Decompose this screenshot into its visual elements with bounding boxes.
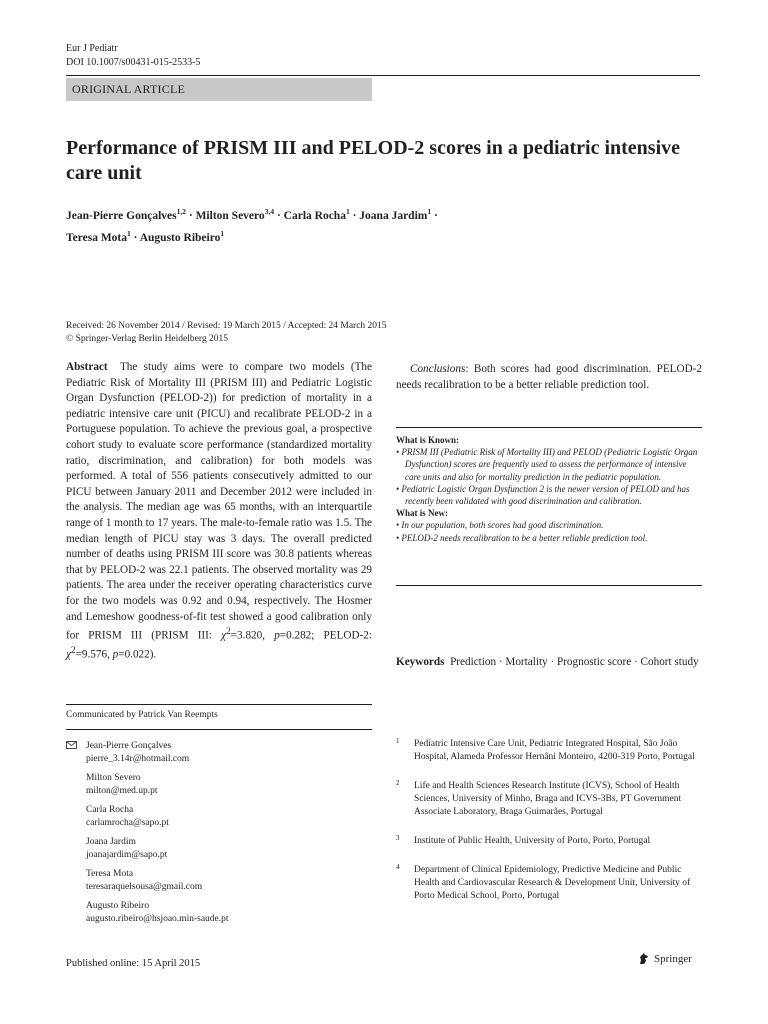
contact-email[interactable]: augusto.ribeiro@hsjoao.min-saude.pt	[86, 914, 229, 924]
article-type-label: ORIGINAL ARTICLE	[72, 82, 186, 96]
author-separator: ·	[133, 231, 138, 244]
new-item: • PELOD-2 needs recalibration to be a better reliable prediction tool.	[396, 532, 648, 543]
author-name[interactable]: Teresa Mota	[66, 231, 128, 244]
p-symbol: p	[274, 629, 280, 642]
author-list	[66, 203, 706, 247]
journal-header	[66, 42, 200, 70]
abstract-label: Abstract	[66, 361, 108, 373]
box-top-rule	[396, 427, 702, 428]
chi-symbol: χ	[221, 629, 227, 642]
contact-email[interactable]: pierre_3.14r@hotmail.com	[86, 754, 190, 764]
contact-entry	[66, 868, 372, 894]
contact-email[interactable]: carlamrocha@sapo.pt	[86, 818, 169, 828]
author-name[interactable]: Jean-Pierre Gonçalves	[66, 209, 177, 222]
abstract-conclusions	[396, 362, 702, 393]
corresponding-contacts	[66, 740, 372, 932]
author-affiliation-ref: 1	[345, 207, 350, 216]
contact-entry	[66, 740, 372, 766]
author-affiliation-ref: 1	[127, 228, 131, 238]
what-is-new-heading: What is New:	[396, 508, 448, 519]
author-name[interactable]: Milton Severo	[195, 209, 265, 222]
contact-name: Joana Jardim	[86, 837, 136, 847]
affiliation-number: 2	[396, 779, 400, 787]
known-item: • PRISM III (Pediatric Risk of Mortality III) and PELOD (Pediatric Logistic Organ Dysfunction) scores are frequently used to assess the performance of intensive care units and also for mortality prediction in the pediatric population.	[396, 447, 698, 482]
author-name[interactable]: Augusto Ribeiro	[139, 231, 221, 244]
affiliation-entry	[396, 864, 706, 903]
abstract-body: The study aims were to compare two models (The Pediatric Risk of Mortality III (PRISM III) and Pediatric Logistic Organ Dysfunction (PELOD-2)) for prediction of mortality in a pediatric intensive care unit (PICU) and recalibrate PELOD-2 in a Portuguese population. To achieve the previous goal, a prospective cohort study to evaluate score performance (standardized mortality ratio, discrimination, and calibration) for both models was performed. A total of 556 patients consecutively admitted to our PICU between January 2011 and December 2012 were included in the analysis. The median age was 65 months, with an interquartile range of 1 month to 17 years. The male-to-female ratio was 1.5. The median length of PICU stay was 3 days. The overall predicted number of deaths using PRISM III score was 30.8 patients whereas that by PELOD-2 was 22.1 patients. The observed mortality was 29 patients. The area under the receiver operating characteristics curve for the two models was 0.92 and 0.94, respectively. The Hosmer and Lemeshow goodness-of-fit test showed a good calibration only for PRISM III (PRISM III:	[66, 361, 372, 642]
publisher-name: Springer	[654, 953, 692, 965]
affiliation-entry	[396, 738, 706, 764]
published-date: Published online: 15 April 2015	[66, 958, 201, 969]
affiliation-number: 1	[396, 737, 400, 745]
chi-exponent: 2	[226, 627, 231, 638]
contact-name: Teresa Mota	[86, 869, 134, 879]
contact-entry	[66, 804, 372, 830]
abstract-text	[66, 360, 372, 664]
author-affiliation-ref: 1	[427, 207, 432, 216]
abstract-stat: =9.576,	[75, 649, 113, 662]
contact-email[interactable]: teresaraquelsousa@gmail.com	[86, 882, 203, 892]
communicated-bottom-rule	[66, 729, 372, 730]
conclusions-text: : Both scores had good discrimination. PELOD-2 needs recalibration to be a better reliable prediction tool.	[396, 363, 702, 391]
author-affiliation-ref: 3,4	[264, 207, 275, 216]
affiliation-entry	[396, 780, 706, 819]
contact-name: Jean-Pierre Gonçalves	[86, 741, 172, 751]
springer-horse-icon	[637, 952, 651, 966]
contact-name: Augusto Ribeiro	[86, 901, 150, 911]
abstract-stat: =0.282; PELOD-2:	[279, 629, 372, 642]
header-rule	[66, 75, 700, 76]
keywords-list: Prediction · Mortality · Prognostic score · Cohort study	[450, 656, 699, 668]
envelope-icon	[66, 741, 77, 749]
author-affiliation-ref: 1	[220, 228, 225, 238]
doi[interactable]: DOI 10.1007/s00431-015-2533-5	[66, 57, 201, 68]
contact-name: Carla Rocha	[86, 805, 134, 815]
what-is-known-box	[396, 434, 702, 544]
chi-symbol: χ	[66, 649, 71, 662]
history-dates: Received: 26 November 2014 / Revised: 19 March 2015 / Accepted: 24 March 2015	[66, 321, 387, 331]
author-separator: ·	[352, 209, 357, 222]
contact-email[interactable]: milton@med.up.pt	[86, 786, 158, 796]
author-affiliation-ref: 1,2	[176, 207, 186, 216]
known-item: • Pediatric Logistic Organ Dysfunction 2 is the newer version of PELOD and has recently been validated with good discrimination and calibration.	[396, 483, 690, 507]
box-bottom-rule	[396, 585, 702, 586]
article-dates	[66, 320, 387, 346]
author-separator: ·	[188, 209, 193, 222]
communicated-by: Communicated by Patrick Van Reempts	[66, 710, 218, 720]
contact-entry	[66, 836, 372, 862]
article-title: Performance of PRISM III and PELOD-2 scores in a pediatric intensive care unit	[66, 137, 681, 184]
new-item: • In our population, both scores had good discrimination.	[396, 520, 604, 531]
communicated-top-rule	[66, 704, 372, 705]
affiliation-entry	[396, 835, 706, 848]
keywords-label: Keywords	[396, 656, 445, 668]
chi-exponent: 2	[70, 646, 76, 657]
abstract-stat: =0.022).	[118, 649, 157, 662]
author-separator: ·	[276, 209, 281, 222]
keywords	[396, 654, 702, 670]
p-symbol: p	[112, 649, 119, 662]
copyright-line: © Springer-Verlag Berlin Heidelberg 2015	[66, 334, 228, 344]
contact-entry	[66, 772, 372, 798]
contact-entry	[66, 900, 372, 926]
affiliation-text: Life and Health Sciences Research Institute (ICVS), School of Health Sciences, University of Minho, Braga and ICVS-3Bs, PT Government Associate Laboratory, Braga Guimarães, Portugal	[414, 781, 682, 817]
affiliation-text: Pediatric Intensive Care Unit, Pediatric Integrated Hospital, São João Hospital, Alameda Professor Hernâni Monteiro, 4200-319 Porto, Portugal	[414, 739, 695, 762]
author-name[interactable]: Joana Jardim	[359, 209, 428, 222]
conclusions-label: Conclusions	[410, 363, 466, 375]
contact-email[interactable]: joanajardim@sapo.pt	[86, 850, 168, 860]
affiliation-text: Department of Clinical Epidemiology, Predictive Medicine and Public Health and Cardiovascular Research & Development Unit, University of Porto Medical School, Porto, Portugal	[414, 865, 691, 901]
publisher-logo	[637, 952, 692, 966]
author-separator: ·	[433, 209, 438, 222]
affiliation-text: Institute of Public Health, University of Porto, Porto, Portugal	[414, 836, 651, 846]
journal-name: Eur J Pediatr	[66, 43, 118, 54]
what-is-known-heading: What is Known:	[396, 435, 460, 445]
affiliations	[396, 738, 706, 919]
affiliation-number: 3	[396, 834, 400, 842]
abstract-stat: =3.820,	[230, 629, 275, 642]
affiliation-number: 4	[396, 863, 400, 871]
contact-name: Milton Severo	[86, 773, 141, 783]
article-type-banner	[66, 78, 372, 101]
author-name[interactable]: Carla Rocha	[283, 209, 346, 222]
